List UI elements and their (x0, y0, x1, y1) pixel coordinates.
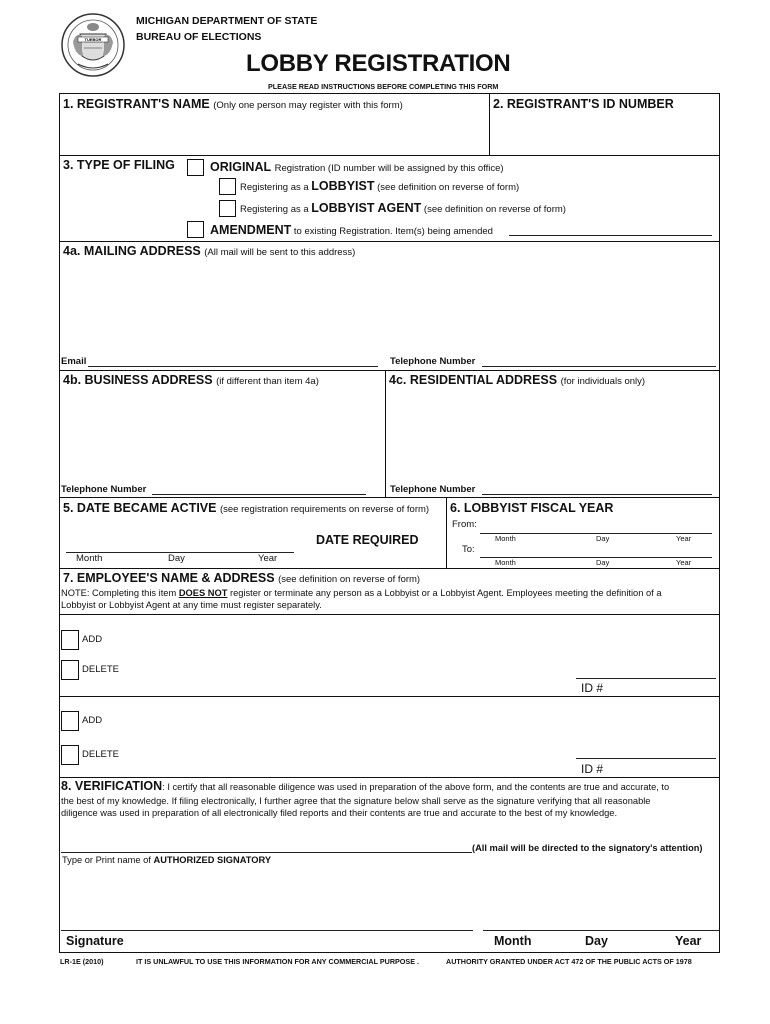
verification-text: 8. VERIFICATION: I certify that all reasonable diligence was used in preparation of the above form, and the contents are true and accurate, to (61, 779, 670, 793)
date-active-month: Month (76, 553, 103, 564)
verification-text-3: diligence was used in preparation of all electronically filed reports and their contents are true and accurate to the best of my knowledge. (61, 808, 618, 818)
date-active-year: Year (258, 553, 278, 564)
employee-id-line-2[interactable] (576, 758, 716, 759)
residential-phone-label: Telephone Number (390, 484, 476, 495)
date-active-day: Day (168, 553, 185, 564)
business-phone-label: Telephone Number (61, 484, 147, 495)
date-active-label: 5. DATE BECAME ACTIVE (see registration requirements on reverse of form) (63, 501, 430, 515)
add-label-2: ADD (82, 715, 103, 726)
signature-label: Signature (66, 934, 124, 948)
email-label: Email (61, 356, 87, 367)
lobbyist-checkbox[interactable] (219, 178, 236, 195)
authority-note: AUTHORITY GRANTED UNDER ACT 472 OF THE PUBLIC ACTS OF 1978 (446, 957, 692, 966)
fiscal-from-day: Day (596, 534, 610, 543)
employee-notice-line2: Lobbyist or Lobbyist Agent at any time must register separately. (61, 600, 322, 610)
business-phone-line[interactable] (152, 494, 366, 495)
lobbyist-option: Registering as a LOBBYIST (see definition on reverse of form) (240, 179, 520, 193)
commercial-warning: IT IS UNLAWFUL TO USE THIS INFORMATION FOR ANY COMMERCIAL PURPOSE . (136, 957, 419, 966)
fiscal-year-label: 6. LOBBYIST FISCAL YEAR (450, 501, 614, 515)
date-required-note: DATE REQUIRED (316, 533, 419, 547)
fiscal-from-label: From: (452, 519, 477, 530)
seal-icon (60, 12, 126, 78)
residential-address-label: 4c. RESIDENTIAL ADDRESS (for individuals only) (389, 373, 646, 387)
sign-date-line[interactable] (483, 930, 719, 931)
lobbyist-agent-option: Registering as a LOBBYIST AGENT (see definition on reverse of form) (240, 201, 566, 215)
sign-year-label: Year (675, 934, 702, 948)
state-seal (60, 12, 126, 78)
delete-label-2: DELETE (82, 749, 119, 760)
add-label-1: ADD (82, 634, 103, 645)
seal-motto: TUEBOR (84, 37, 102, 42)
registrant-name-field[interactable] (61, 112, 487, 154)
mailing-phone-label: Telephone Number (390, 356, 476, 367)
instructions-note: PLEASE READ INSTRUCTIONS BEFORE COMPLETING THIS FORM (268, 82, 499, 91)
amendment-checkbox[interactable] (187, 221, 204, 238)
sign-month-label: Month (494, 934, 532, 948)
lobbyist-agent-checkbox[interactable] (219, 200, 236, 217)
type-of-filing-label: 3. TYPE OF FILING (63, 158, 175, 172)
original-option: ORIGINAL Registration (ID number will be assigned by this office) (210, 160, 504, 174)
sign-day-label: Day (585, 934, 608, 948)
registrant-name-label: 1. REGISTRANT'S NAME (Only one person may register with this form) (63, 97, 403, 111)
form-id: LR-1E (2010) (60, 957, 104, 966)
form-title: LOBBY REGISTRATION (246, 50, 511, 77)
fiscal-to-month: Month (495, 558, 516, 567)
employee-label: 7. EMPLOYEE'S NAME & ADDRESS (see definition on reverse of form) (63, 571, 421, 585)
signature-line[interactable] (61, 930, 473, 931)
registrant-id-field[interactable] (491, 112, 718, 154)
department-name: MICHIGAN DEPARTMENT OF STATE (136, 15, 318, 27)
original-checkbox[interactable] (187, 159, 204, 176)
residential-phone-line[interactable] (482, 494, 712, 495)
amendment-option: AMENDMENT to existing Registration. Item(s) being amended (210, 223, 493, 237)
add-checkbox-2[interactable] (61, 711, 79, 731)
registrant-id-label: 2. REGISTRANT'S ID NUMBER (493, 97, 674, 111)
delete-checkbox-1[interactable] (61, 660, 79, 680)
mailing-phone-line[interactable] (482, 366, 716, 367)
bureau-name: BUREAU OF ELECTIONS (136, 31, 262, 43)
mail-attention-note: (All mail will be directed to the signatory's attention) (472, 843, 703, 853)
verification-text-2: the best of my knowledge. If filing electronically, I further agree that the signature below shall serve as the signature verifying that all reasonable (61, 796, 651, 806)
business-address-label: 4b. BUSINESS ADDRESS (if different than item 4a) (63, 373, 319, 387)
form-frame (59, 93, 720, 953)
fiscal-from-year: Year (676, 534, 692, 543)
email-line[interactable] (88, 366, 378, 367)
add-checkbox-1[interactable] (61, 630, 79, 650)
business-address-field[interactable] (61, 389, 383, 479)
fiscal-from-month: Month (495, 534, 516, 543)
signatory-name-label: Type or Print name of AUTHORIZED SIGNATORY (62, 855, 272, 865)
employee-id-label-1: ID # (581, 681, 604, 695)
employee-id-label-2: ID # (581, 762, 604, 776)
delete-label-1: DELETE (82, 664, 119, 675)
employee-id-line-1[interactable] (576, 678, 716, 679)
fiscal-to-day: Day (596, 558, 610, 567)
mailing-address-field[interactable] (61, 260, 718, 352)
fiscal-to-label: To: (462, 544, 475, 555)
delete-checkbox-2[interactable] (61, 745, 79, 765)
residential-address-field[interactable] (387, 389, 718, 479)
amended-items-line[interactable] (509, 235, 712, 236)
mailing-address-label: 4a. MAILING ADDRESS (All mail will be sent to this address) (63, 244, 356, 258)
fiscal-to-year: Year (676, 558, 692, 567)
employee-notice: NOTE: Completing this item DOES NOT register or terminate any person as a Lobbyist or a Lobbyist Agent. Employees meeting the definition of a (61, 588, 662, 598)
signatory-name-line[interactable] (61, 852, 472, 853)
